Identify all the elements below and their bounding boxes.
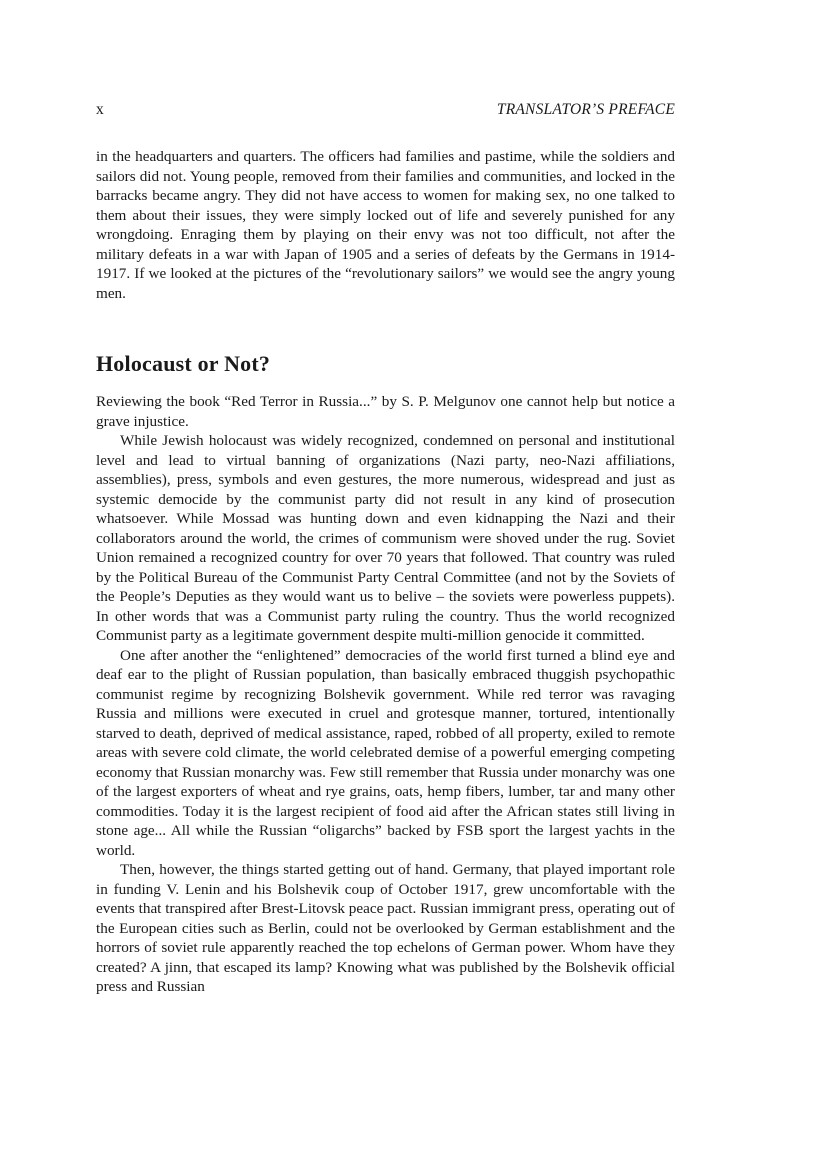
running-title: TRANSLATOR’S PREFACE: [496, 101, 675, 118]
section-paragraph-2: While Jewish holocaust was widely recognized, condemned on personal and institutional level and lead to virtual banning of organizations (Nazi party, neo-Nazi affiliations, assemblies), press, symbols and even gestures, the more numerous, widespread and just as systemic democide by the communist party did not result in any kind of prosecution whatsoever. While Mossad was hunting down and even kidnapping the Nazi and their collaborators around the world, the crimes of communism were shoved under the rug. Soviet Union remained a recognized country for over 70 years that followed. That country was ruled by the Political Bureau of the Communist Party Central Committee (and not by the Soviets of the People’s Deputies as they would want us to belive – the soviets were powerless puppets). In other words that was a Communist party ruling the country. Thus the world recognized Communist party as a legitimate government despite multi-million genocide it committed.: [96, 432, 675, 644]
section-paragraph-3: One after another the “enlightened” democracies of the world first turned a blind eye and deaf ear to the plight of Russian population, than basically embraced thuggish psychopathic communist regime by recognizing Bolshevik government. While red terror was ravaging Russia and millions were executed in cruel and grotesque manner, tortured, intentionally starved to death, deprived of medical assistance, raped, robbed of all property, exiled to remote areas with severe cold climate, the world celebrated demise of a powerful emerging competing economy that Russian monarchy was. Few still remember that Russia under monarchy was one of the largest exporters of wheat and rye grains, oats, hemp fibers, lumber, tar and many other commodities. Today it is the largest recipient of food aid after the African states still living in stone age... All while the Russian “oligarchs” backed by FSB sport the largest yachts in the world.: [96, 646, 675, 859]
section-paragraph-1: Reviewing the book “Red Terror in Russia...” by S. P. Melgunov one cannot help but notice a grave injustice.: [96, 393, 675, 430]
book-page: [96, 100, 675, 997]
section-heading: Holocaust or Not?: [96, 351, 271, 376]
page-number: x: [96, 101, 104, 118]
continued-paragraph: in the headquarters and quarters. The officers had families and pastime, while the soldiers and sailors did not. Young people, removed from their families and communities, and locked in the barracks became angry. They did not have access to women for making sex, no one talked to them about their issues, they were simply locked out of life and severely punished for any wrongdoing. Enraging them by playing on their envy was not too difficult, not after the military defeats in a war with Japan of 1905 and a series of defeats by the Germans in 1914-1917. If we looked at the pictures of the “revolutionary sailors” we would see the angry young men.: [96, 148, 675, 302]
running-head: [96, 100, 675, 120]
section-paragraph-4: Then, however, the things started getting out of hand. Germany, that played important role in funding V. Lenin and his Bolshevik coup of October 1917, grew uncomfortable with the events that transpired after Brest-Litovsk peace pact. Russian immigrant press, operating out of the European cities such as Berlin, could not be overlooked by German establishment and the horrors of soviet rule apparently reached the top echelons of German power. Whom have they created? A jinn, that escaped its lamp? Knowing what was published by the Bolshevik official press and Russian: [96, 861, 675, 995]
